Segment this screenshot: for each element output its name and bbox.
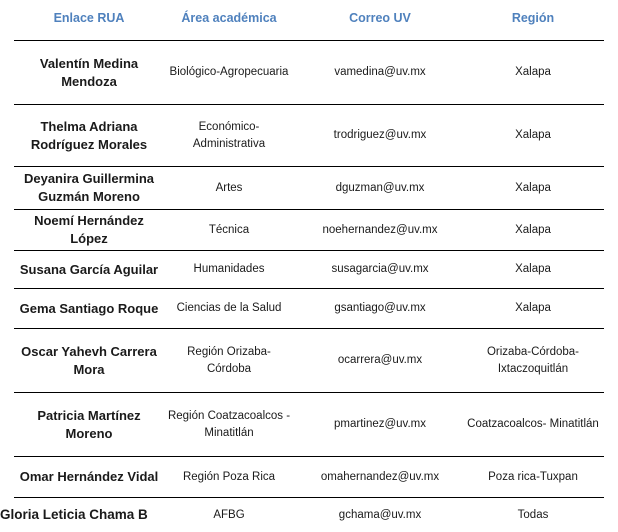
cell-enlace-rua: Gloria Leticia Chama B — [0, 507, 148, 522]
cell-correo-uv: gchama@uv.mx — [338, 508, 422, 521]
table-row — [0, 167, 618, 209]
cell-area-academica: Económico- Administrativa — [192, 120, 266, 150]
cell-correo-uv: omahernandez@uv.mx — [320, 470, 440, 483]
header-region: Región — [511, 11, 555, 25]
cell-area-academica: AFBG — [213, 508, 245, 521]
cell-area-academica: Artes — [215, 181, 243, 194]
cell-area-academica: Biológico-Agropecuaria — [169, 66, 289, 78]
cell-area-academica: Ciencias de la Salud — [176, 302, 282, 314]
cell-correo-uv: dguzman@uv.mx — [335, 181, 425, 194]
row-divider — [14, 40, 604, 41]
cell-correo-uv: vamedina@uv.mx — [334, 66, 426, 78]
table-row — [0, 498, 618, 532]
row-divider — [14, 456, 604, 457]
cell-area-academica: Región Coatzacoalcos - Minatitlán — [167, 409, 291, 439]
row-divider — [14, 104, 604, 105]
cell-region: Poza rica-Tuxpan — [488, 470, 578, 483]
row-divider — [14, 250, 604, 251]
cell-enlace-rua: Deyanira Guillermina Guzmán Moreno — [23, 171, 155, 204]
cell-area-academica: Región Poza Rica — [182, 470, 276, 483]
row-divider — [14, 209, 604, 210]
row-divider — [14, 288, 604, 289]
cell-area-academica: Región Orizaba- Córdoba — [187, 345, 271, 375]
cell-correo-uv: ocarrera@uv.mx — [337, 354, 423, 366]
cell-enlace-rua: Thelma Adriana Rodríguez Morales — [30, 118, 148, 152]
row-divider — [14, 328, 604, 329]
table-row — [0, 105, 618, 166]
cell-correo-uv: trodriguez@uv.mx — [333, 129, 427, 141]
table-row — [0, 210, 618, 250]
cell-correo-uv: susagarcia@uv.mx — [331, 263, 429, 275]
cell-enlace-rua: Noemí Hernández López — [34, 213, 144, 246]
table-row — [0, 41, 618, 104]
row-divider — [14, 166, 604, 167]
cell-correo-uv: noehernandez@uv.mx — [322, 223, 438, 236]
cell-region: Xalapa — [515, 263, 551, 275]
cell-area-academica: Humanidades — [193, 263, 265, 275]
cell-region: Xalapa — [515, 302, 551, 314]
table-row — [0, 393, 618, 456]
table-row — [0, 457, 618, 497]
cell-region: Coatzacoalcos- Minatitlán — [467, 418, 599, 430]
cell-region: Orizaba-Córdoba- Ixtaczoquitlán — [486, 345, 580, 375]
header-enlace-rua: Enlace RUA — [53, 11, 125, 25]
cell-region: Xalapa — [515, 181, 551, 194]
cell-enlace-rua: Valentín Medina Mendoza — [39, 55, 139, 89]
table-row — [0, 251, 618, 288]
header-correo-uv: Correo UV — [349, 11, 411, 25]
cell-correo-uv: gsantiago@uv.mx — [334, 302, 426, 314]
header-area-academica: Área académica — [181, 11, 277, 25]
cell-enlace-rua: Patricia Martínez Moreno — [37, 407, 141, 441]
table-row — [0, 329, 618, 392]
cell-enlace-rua: Omar Hernández Vidal — [19, 469, 159, 484]
cell-region: Xalapa — [515, 223, 551, 236]
cell-enlace-rua: Gema Santiago Roque — [19, 300, 159, 316]
table-row — [0, 289, 618, 328]
cell-area-academica: Técnica — [208, 223, 250, 236]
cell-region: Xalapa — [515, 129, 551, 141]
cell-enlace-rua: Oscar Yahevh Carrera Mora — [21, 343, 157, 377]
cell-region: Xalapa — [515, 66, 551, 78]
row-divider — [14, 392, 604, 393]
cell-region: Todas — [517, 508, 549, 521]
row-divider — [14, 497, 604, 498]
cell-correo-uv: pmartinez@uv.mx — [334, 418, 426, 430]
cell-enlace-rua: Susana García Aguilar — [19, 261, 159, 277]
